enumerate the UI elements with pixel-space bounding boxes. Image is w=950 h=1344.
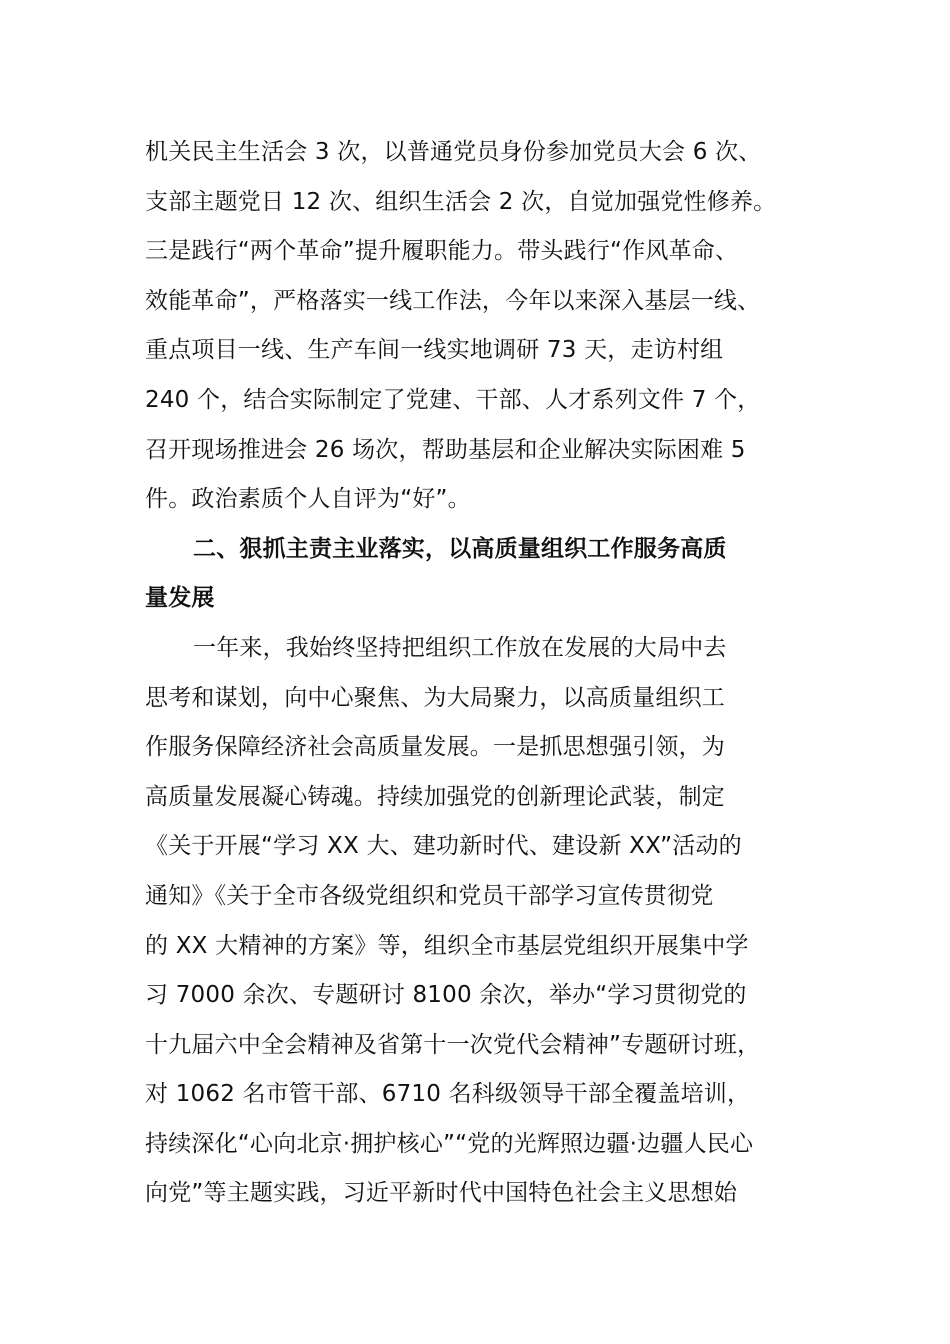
text-line: 三是践行“两个革命”提升履职能力。带头践行“作风革命、 [145,238,739,265]
text-line: 对 1062 名市管干部、6710 名科级领导干部全覆盖培训， [145,1081,751,1108]
text-line: 作服务保障经济社会高质量发展。一是抓思想强引领，为 [145,734,725,761]
text-line: 召开现场推进会 26 场次，帮助基层和企业解决实际困难 5 [145,436,746,463]
text-line: 思考和谋划，向中心聚焦、为大局聚力，以高质量组织工 [145,684,725,711]
text-line: 高质量发展凝心铸魂。持续加强党的创新理论武装，制定 [145,783,725,810]
text-line: 效能革命”，严格落实一线工作法，今年以来深入基层一线、 [145,287,761,314]
text-line: 240 个，结合实际制定了党建、干部、人才系列文件 7 个， [145,386,761,413]
section-heading-continued: 量发展 [145,585,215,612]
text-line: 重点项目一线、生产车间一线实地调研 73 天，走访村组 [145,337,724,364]
text-line: 习 7000 余次、专题研讨 8100 余次，举办“学习贯彻党的 [145,982,747,1009]
text-line: 《关于开展“学习 XX 大、建功新时代、建设新 XX”活动的 [145,833,742,860]
paragraph-start: 一年来，我始终坚持把组织工作放在发展的大局中去 [193,634,727,661]
text-line: 件。政治素质个人自评为“好”。 [145,486,471,513]
text-line: 向党”等主题实践，习近平新时代中国特色社会主义思想始 [145,1180,738,1207]
text-line: 支部主题党日 12 次、组织生活会 2 次，自觉加强党性修养。 [145,188,777,215]
text-line: 持续深化“心向北京·拥护核心”“党的光辉照边疆·边疆人民心 [145,1130,754,1157]
text-line: 通知》《关于全市各级党组织和党员干部学习宣传贯彻党 [145,882,714,909]
document-body [145,128,835,1219]
section-heading: 二、狠抓主责主业落实，以高质量组织工作服务高质 [193,535,727,562]
text-line: 十九届六中全会精神及省第十一次党代会精神”专题研讨班， [145,1031,761,1058]
text-line: 的 XX 大精神的方案》等，组织全市基层党组织开展集中学 [145,932,749,959]
text-line: 机关民主生活会 3 次，以普通党员身份参加党员大会 6 次、 [145,139,762,165]
